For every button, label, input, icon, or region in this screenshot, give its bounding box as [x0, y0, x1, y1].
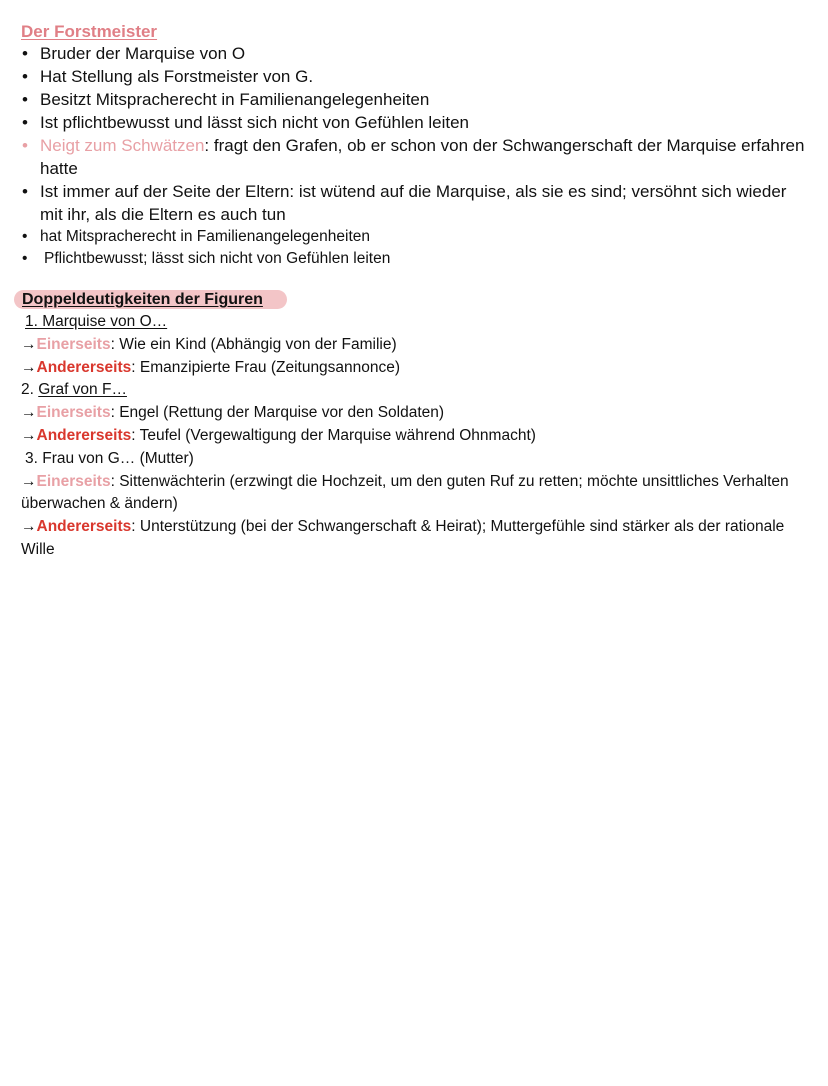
- arrow-right-icon: →: [21, 335, 37, 353]
- bullet-icon: •: [22, 44, 28, 63]
- figure-heading: 2. Graf von F…: [21, 381, 127, 399]
- list-item: • hat Mitspracherecht in Familienangelegenheiten: [21, 226, 811, 248]
- section-title-doppeldeutigkeiten: [14, 289, 263, 311]
- bullet-icon: •: [22, 113, 28, 132]
- bullet-icon: •: [22, 67, 28, 86]
- list-item: • Neigt zum Schwätzen: fragt den Grafen, ob er schon von der Schwangerschaft der Marquise erfahren hatte: [22, 136, 805, 178]
- andererseits-line: →Andererseits: Unterstützung (bei der Schwangerschaft & Heirat); Muttergefühle sind stärker als der rationale Wille: [21, 518, 785, 558]
- forstmeister-bullet-list: [21, 42, 811, 270]
- figure-heading: 1. Marquise von O…: [25, 313, 168, 330]
- list-item: • Besitzt Mitspracherecht in Familienangelegenheiten: [22, 90, 430, 109]
- list-item: • Bruder der Marquise von O: [22, 44, 246, 63]
- list-item: • Ist pflichtbewusst und lässt sich nicht von Gefühlen leiten: [22, 113, 470, 132]
- arrow-right-icon: →: [21, 518, 37, 536]
- arrow-right-icon: →: [21, 404, 37, 422]
- list-item: • Pflichtbewusst; lässt sich nicht von Gefühlen leiten: [21, 248, 811, 270]
- section-title-forstmeister: Der Forstmeister: [21, 22, 158, 41]
- arrow-right-icon: →: [21, 358, 37, 376]
- bullet-icon: •: [22, 136, 28, 155]
- figure-heading: 3. Frau von G… (Mutter): [25, 449, 194, 467]
- highlight-text: Neigt zum Schwätzen: [40, 136, 205, 155]
- list-item: • Ist immer auf der Seite der Eltern: ist wütend auf die Marquise, als sie es sind; versöhnt sich wieder mit ihr, als die Eltern es auch tun: [22, 182, 787, 224]
- section-title-text: Doppeldeutigkeiten der Figuren: [22, 291, 263, 308]
- figures-section: [21, 311, 811, 562]
- arrow-right-icon: →: [21, 426, 37, 444]
- bullet-icon: •: [22, 182, 28, 201]
- bullet-icon: •: [22, 228, 28, 245]
- einerseits-line: →Einerseits: Engel (Rettung der Marquise vor den Soldaten): [21, 404, 445, 422]
- einerseits-line: →Einerseits: Sittenwächterin (erzwingt die Hochzeit, um den guten Ruf zu retten; möchte unsittliches Verhalten überwachen & ändern): [21, 472, 789, 513]
- bullet-icon: •: [22, 250, 28, 267]
- einerseits-line: →Einerseits: Wie ein Kind (Abhängig von der Familie): [21, 335, 397, 353]
- list-item: • Hat Stellung als Forstmeister von G.: [22, 67, 314, 86]
- arrow-right-icon: →: [21, 472, 37, 490]
- bullet-icon: •: [22, 90, 28, 109]
- andererseits-line: →Andererseits: Emanzipierte Frau (Zeitungsannonce): [21, 358, 401, 376]
- andererseits-line: →Andererseits: Teufel (Vergewaltigung der Marquise während Ohnmacht): [21, 426, 536, 444]
